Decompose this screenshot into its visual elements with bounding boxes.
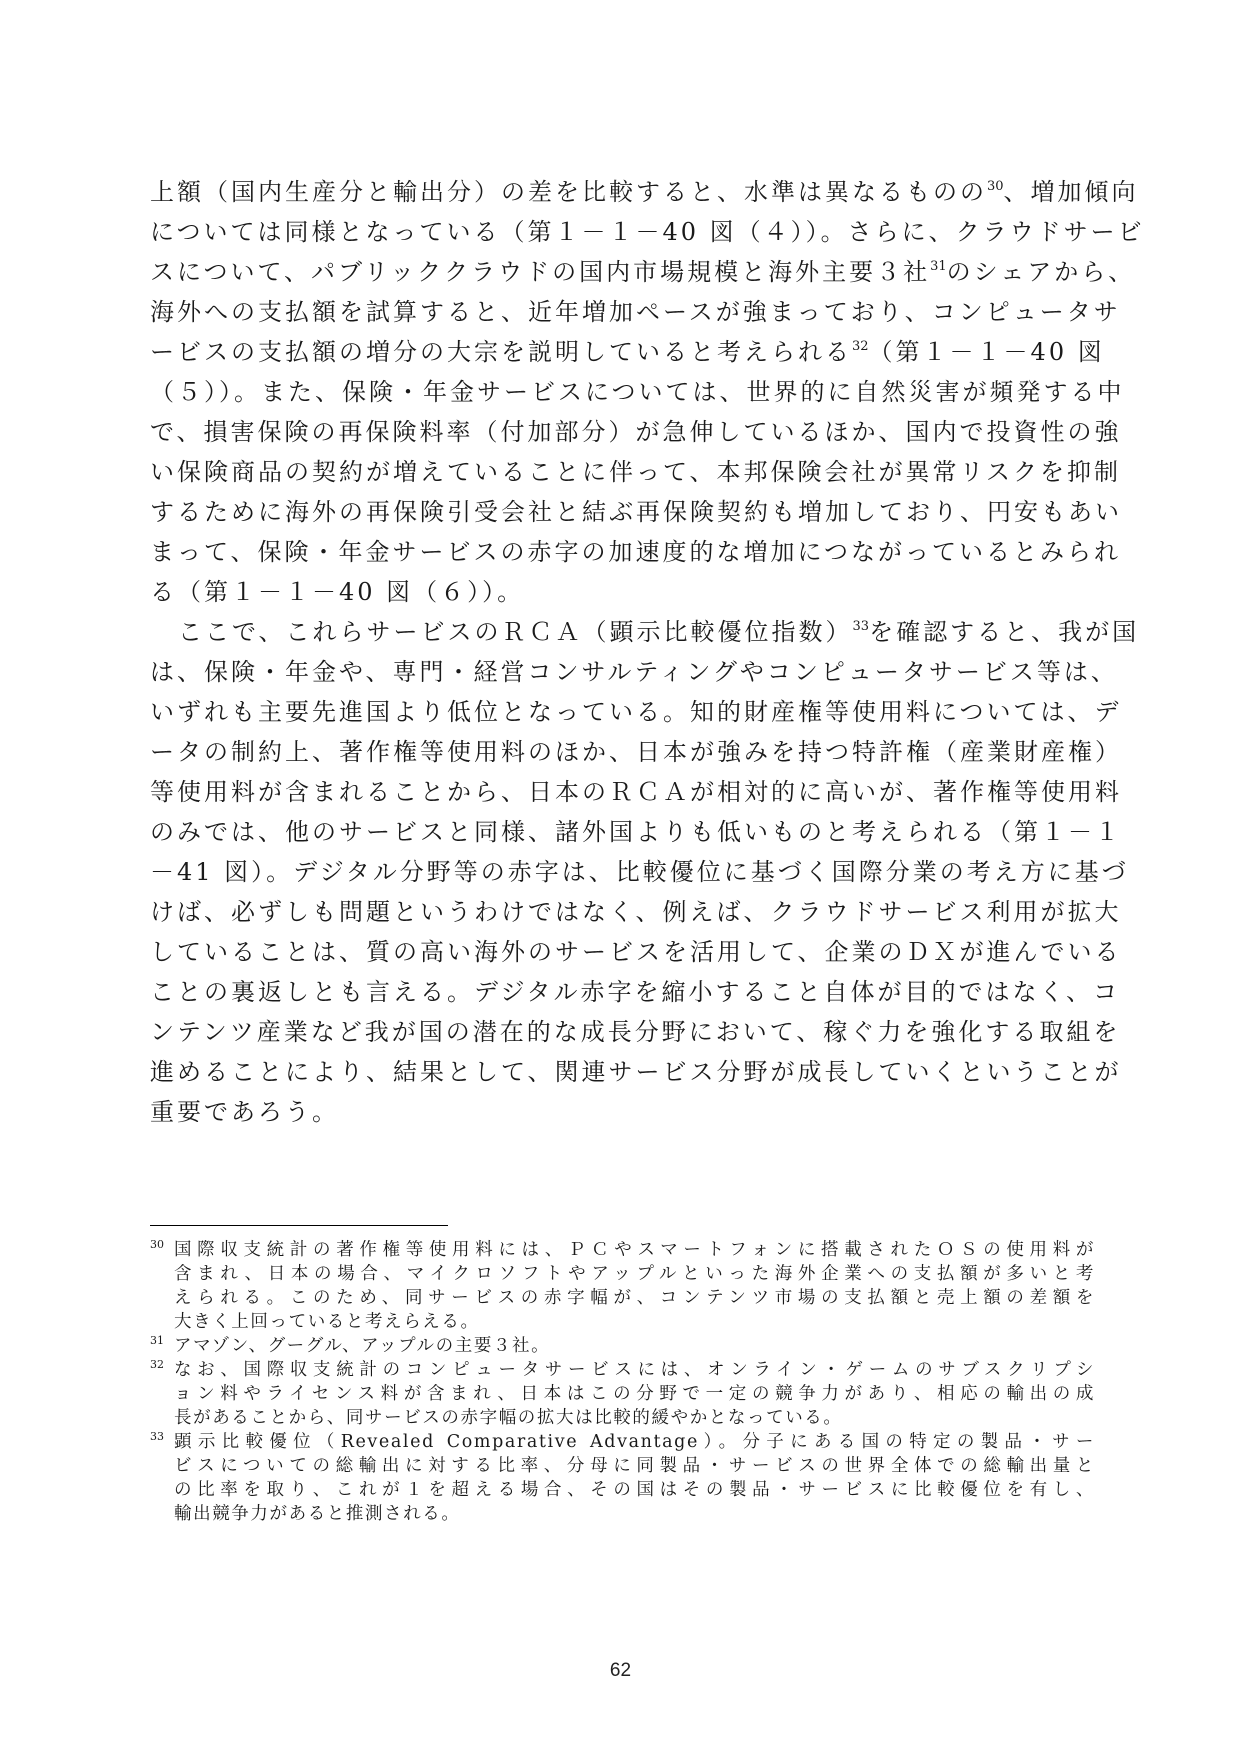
body-text-segment: 、増加傾向 — [1003, 178, 1139, 206]
body-line — [150, 172, 1139, 212]
footnote-line: 大きく上回っていると考えらえる。 — [174, 1312, 480, 1332]
footnote-line: なお、国際収支統計のコンピュータサービスには、オンライン・ゲームのサブスクリプシ — [174, 1360, 1095, 1380]
body-text-segment: ここで、これらサービスのＲＣＡ（顕示比較優位指数） — [178, 618, 853, 646]
footnote-separator — [150, 1225, 448, 1226]
body-text-segment: いずれも主要先進国より低位となっている。知的財産権等使用料については、デ — [150, 698, 1122, 726]
footnote-line: ビスについての総輸出に対する比率、分母に同製品・サービスの世界全体での総輸出量と — [174, 1456, 1095, 1476]
footnotes — [150, 1238, 1095, 1526]
footnote-line: えられる。このため、同サービスの赤字幅が、コンテンツ市場の支払額と売上額の差額を — [174, 1288, 1095, 1308]
body-line — [150, 492, 1122, 532]
body-line — [150, 812, 1122, 852]
body-text-segment: のシェアから、 — [946, 258, 1136, 286]
body-line — [150, 1052, 1122, 1092]
body-text-segment: するために海外の再保険引受会社と結ぶ再保険契約も増加しており、円安もあい — [150, 498, 1122, 526]
page-number: 62 — [609, 1660, 632, 1681]
footnote-line: アマゾン、グーグル、アップルの主要３社。 — [174, 1336, 551, 1356]
footnote — [150, 1358, 1095, 1430]
body-text-segment: 海外への支払額を試算すると、近年増加ペースが強まっており、コンピュータサ — [150, 298, 1121, 326]
body-line — [150, 452, 1122, 492]
body-text-segment: けば、必ずしも問題というわけではなく、例えば、クラウドサービス利用が拡大 — [150, 898, 1122, 926]
footnote-line: 輸出競争力があると推測される。 — [174, 1504, 461, 1524]
body-line — [150, 732, 1122, 772]
body-line — [150, 772, 1122, 812]
body-text-segment: る（第１－１－40 図（６））。 — [150, 578, 525, 606]
body-text-segment: い保険商品の契約が増えていることに伴って、本邦保険会社が異常リスクを抑制 — [150, 458, 1122, 486]
footnote-reference: 30 — [987, 179, 1004, 194]
body-line — [150, 612, 1140, 652]
body-line — [150, 572, 1095, 612]
body-line — [150, 212, 1145, 252]
body-text-segment: で、損害保険の再保険料率（付加部分）が急伸しているほか、国内で投資性の強 — [150, 418, 1122, 446]
footnote-line: ョン料やライセンス料が含まれ、日本はこの分野で一定の競争力があり、相応の輸出の成 — [174, 1384, 1095, 1404]
body-line — [150, 372, 1125, 412]
body-text-segment: （第１－１－40 図 — [868, 338, 1105, 366]
footnote-number: 31 — [150, 1334, 164, 1347]
footnote-line: 長があることから、同サービスの赤字幅の拡大は比較的緩やかとなっている。 — [174, 1408, 843, 1428]
body-line — [150, 932, 1122, 972]
body-text-segment: ンテンツ産業など我が国の潜在的な成長分野において、稼ぐ力を強化する取組を — [150, 1018, 1121, 1046]
body-line — [150, 252, 1136, 292]
body-line — [150, 532, 1122, 572]
body-line — [150, 412, 1122, 452]
footnote-line: 顕示比較優位（Revealed Comparative Advantage）。分子にある国の特定の製品・サー — [174, 1432, 1095, 1452]
body-text-segment: （５））。また、保険・年金サービスについては、世界的に自然災害が頻発する中 — [150, 378, 1125, 406]
body-line — [150, 1012, 1121, 1052]
body-text — [150, 172, 1145, 1132]
body-text-segment: 等使用料が含まれることから、日本のＲＣＡが相対的に高いが、著作権等使用料 — [150, 778, 1122, 806]
body-text-segment: 上額（国内生産分と輸出分）の差を比較すると、水準は異なるものの — [150, 178, 987, 206]
body-line — [150, 692, 1122, 732]
body-line — [150, 652, 1118, 692]
body-line — [150, 892, 1122, 932]
body-text-segment: については同様となっている（第１－１－40 図（４））。さらに、クラウドサービ — [150, 218, 1145, 246]
footnote-reference: 32 — [852, 339, 869, 354]
body-text-segment: を確認すると、我が国 — [869, 618, 1140, 646]
body-text-segment: スについて、パブリッククラウドの国内市場規模と海外主要３社 — [150, 258, 931, 286]
footnote-line: 含まれ、日本の場合、マイクロソフトやアップルといった海外企業への支払額が多いと考 — [174, 1264, 1095, 1284]
footnote-line: 国際収支統計の著作権等使用料には、ＰＣやスマートフォンに搭載されたＯＳの使用料が — [174, 1240, 1095, 1260]
body-text-segment: していることは、質の高い海外のサービスを活用して、企業のＤＸが進んでいる — [150, 938, 1122, 966]
body-text-segment: 重要であろう。 — [150, 1098, 339, 1126]
footnote — [150, 1238, 1095, 1334]
footnote-reference: 31 — [930, 259, 947, 274]
body-text-segment: のみでは、他のサービスと同様、諸外国よりも低いものと考えられる（第１－１ — [150, 818, 1122, 846]
footnote-number: 30 — [150, 1238, 164, 1251]
footnote — [150, 1334, 1095, 1358]
body-text-segment: －41 図）。デジタル分野等の赤字は、比較優位に基づく国際分業の考え方に基づ — [150, 858, 1129, 886]
body-text-segment: ービスの支払額の増分の大宗を説明していると考えられる — [150, 338, 852, 366]
body-text-segment: ことの裏返しとも言える。デジタル赤字を縮小すること自体が目的ではなく、コ — [150, 978, 1121, 1006]
body-text-segment: まって、保険・年金サービスの赤字の加速度的な増加につながっているとみられ — [150, 538, 1122, 566]
body-text-segment: 進めることにより、結果として、関連サービス分野が成長していくということが — [150, 1058, 1122, 1086]
body-line — [150, 292, 1121, 332]
body-line — [150, 1092, 1095, 1132]
body-line — [150, 852, 1129, 892]
footnote-line: の比率を取り、これが１を超える場合、その国はその製品・サービスに比較優位を有し、 — [174, 1480, 1095, 1500]
footnote-reference: 33 — [852, 619, 870, 634]
body-text-segment: は、保険・年金や、専門・経営コンサルティングやコンピュータサービス等は、 — [150, 658, 1118, 686]
body-text-segment: ータの制約上、著作権等使用料のほか、日本が強みを持つ特許権（産業財産権） — [150, 738, 1122, 766]
footnote-number: 33 — [150, 1430, 164, 1443]
body-line — [150, 332, 1105, 372]
footnote-number: 32 — [150, 1358, 164, 1371]
body-line — [150, 972, 1121, 1012]
footnote — [150, 1430, 1095, 1526]
